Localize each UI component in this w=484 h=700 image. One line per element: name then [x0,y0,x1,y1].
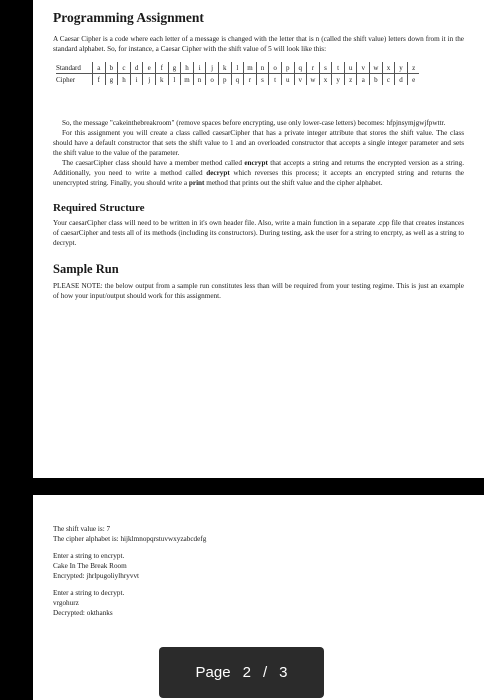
standard-letter: p [281,62,294,74]
cipher-letter: e [407,74,419,86]
cipher-letter: t [269,74,282,86]
total-pages-number: 3 [279,664,288,681]
encrypted-output: Encrypted: jhrlpugoliylhryvvt [53,572,140,580]
methods-text-2: that accepts a string and returns the encrypted version as a string. Additionally, you need to write a method called [53,159,464,177]
standard-letter: a [93,62,106,74]
cipher-letter: m [181,74,194,86]
standard-letter: e [143,62,156,74]
cipher-letter: c [382,74,395,86]
standard-letter: u [344,62,357,74]
cipher-alphabet-line: The cipher alphabet is: hijklmnopqrstuvwxyzabcdefg [53,535,207,543]
standard-letter: x [382,62,395,74]
example-paragraph: So, the message "cakeinthebreakroom" (remove spaces before encrypting, use only lower-case letters) becomes: hfpjnsymjgwjfpwttr. [62,119,446,127]
required-structure-paragraph: Your caesarCipher class will need to be written in it's own header file. Also, write a main function in a separate .cpp file that creates instances of caesarCipher and tests all of its methods (including its constructors). During testing, ask the user for a string to encrpty, as well as a string to decrypt. [53,219,464,247]
cipher-letter: r [244,74,257,86]
cipher-letter: w [307,74,320,86]
cipher-letter: n [193,74,206,86]
cipher-letter: j [143,74,156,86]
document-page-1 [33,0,484,478]
decrypt-prompt: Enter a string to decrypt. [53,589,125,597]
print-keyword: print [188,179,205,187]
sample-run-paragraph: PLEASE NOTE: the below output from a sample run constitutes less than will be required from your testing regime. This is just an example of how your input/output should work for this assignment. [53,282,464,300]
cipher-letter: h [118,74,131,86]
standard-letter: j [206,62,219,74]
cipher-row [56,74,419,86]
methods-paragraph [53,158,464,188]
cipher-letter: y [332,74,345,86]
standard-letter: z [407,62,419,74]
methods-text-3: which reverses this process; it accepts an encrypted string and returns the unencrypted string. Finally, you should write a [53,169,464,187]
cipher-letter: g [105,74,118,86]
standard-letter: k [218,62,231,74]
page-indicator[interactable] [159,647,324,698]
cipher-letter: d [395,74,408,86]
page-title: Programming Assignment [53,10,204,25]
required-structure-heading: Required Structure [53,202,145,214]
current-page-number: 2 [242,664,251,681]
cipher-letter: f [93,74,106,86]
standard-letter: s [319,62,332,74]
cipher-letter: p [218,74,231,86]
intro-paragraph: A Caesar Cipher is a code where each letter of a message is changed with the letter that is n (called the shift value) letters down from it in the standard alphabet. So, for instance, a Caesar Cipher with the shift value of 5 will look like this: [53,35,464,53]
decrypt-input: vrgohurz [53,599,79,607]
standard-letter: c [118,62,131,74]
standard-letter: w [370,62,383,74]
cipher-letter: v [294,74,307,86]
encrypt-keyword: encrypt [244,159,268,167]
cipher-letter: l [168,74,181,86]
standard-label: Standard [56,62,93,74]
cipher-letter: x [319,74,332,86]
cipher-letter: k [155,74,168,86]
standard-letter: f [155,62,168,74]
standard-letter: y [395,62,408,74]
cipher-letter: q [231,74,244,86]
standard-letter: b [105,62,118,74]
cipher-letter: s [256,74,269,86]
standard-letter: v [357,62,370,74]
cipher-letter: z [344,74,357,86]
cipher-letter: i [130,74,143,86]
cipher-letter: u [281,74,294,86]
standard-letter: h [181,62,194,74]
standard-letter: n [256,62,269,74]
caesar-cipher-table [56,62,419,85]
cipher-label: Cipher [56,75,76,84]
decrypt-block [53,588,464,618]
encrypt-prompt: Enter a string to encrypt. [53,552,125,560]
standard-letter: l [231,62,244,74]
standard-letter: i [193,62,206,74]
cipher-letter: b [370,74,383,86]
page-separator: / [262,664,268,681]
cipher-letter: o [206,74,219,86]
standard-letter: d [130,62,143,74]
page-label: Page [195,664,231,681]
methods-text-1: The caesarCipher class should have a member method called [62,159,245,167]
standard-letter: o [269,62,282,74]
decrypt-keyword: decrypt [206,169,230,177]
cipher-letter: a [357,74,370,86]
class-paragraph: For this assignment you will create a class called caesarCipher that has a private integer attribute that stores the shift value. The class should have a default constructor that sets the shift value to 1 and an overloaded constructor that accepts a single integer parameter and sets the shift value to the value of the parameter. [53,129,464,157]
sample-run-heading: Sample Run [53,262,119,276]
shift-value-line: The shift value is: 7 [53,525,111,533]
standard-letter: t [332,62,345,74]
decrypted-output: Decrypted: okthanks [53,609,113,617]
standard-letter: r [307,62,320,74]
standard-letter: m [244,62,257,74]
encrypt-block [53,551,464,581]
sample-output-header [53,524,464,544]
standard-letter: g [168,62,181,74]
standard-letter: q [294,62,307,74]
encrypt-input: Cake In The Break Room [53,562,127,570]
standard-row [56,62,419,74]
methods-text-4: method that prints out the shift value and the cipher alphabet. [204,179,383,187]
